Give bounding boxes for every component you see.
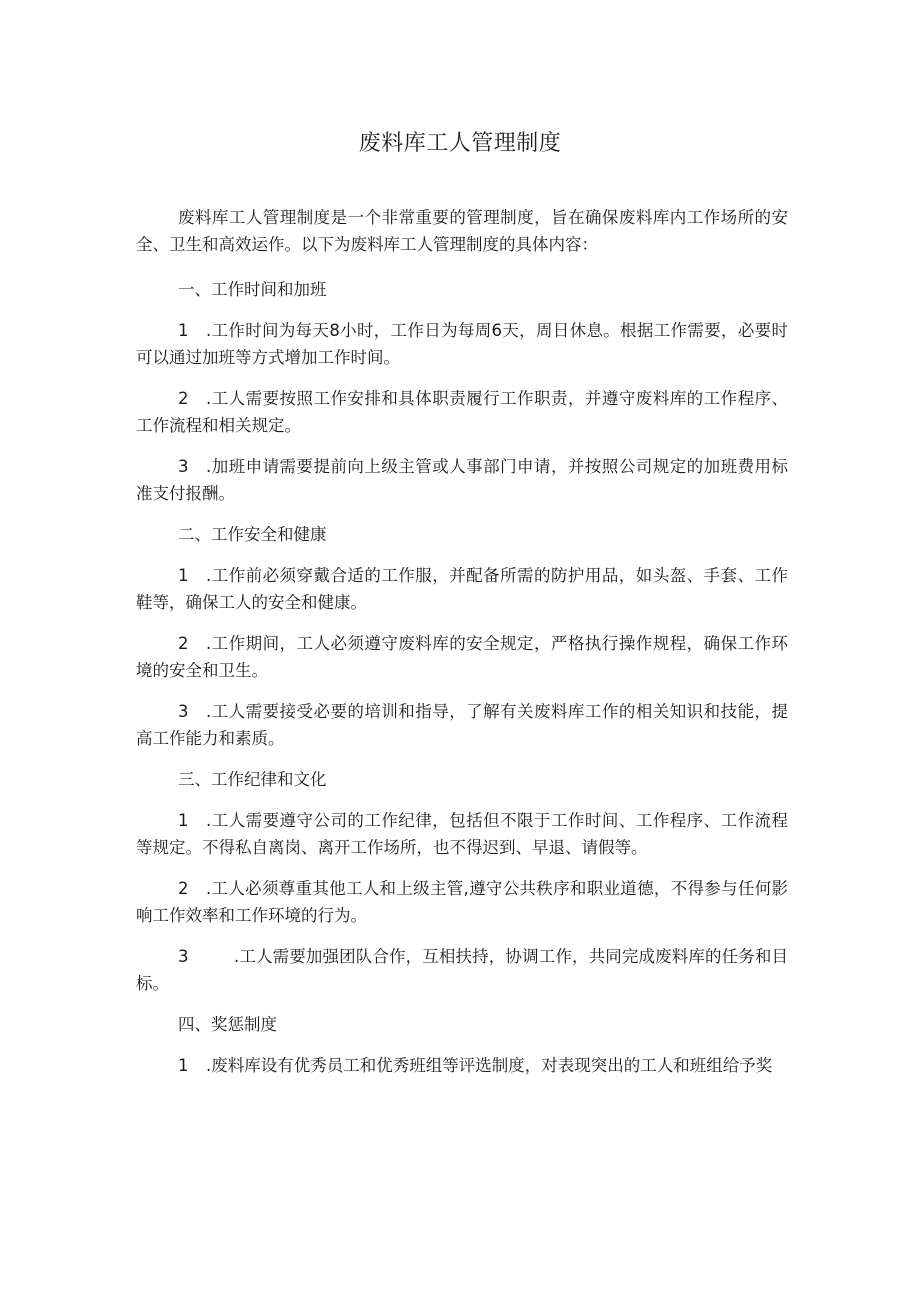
section-3-item-2	[136, 875, 788, 929]
item-text: .废料库设有优秀员工和优秀班组等评选制度，对表现突出的工人和班组给予奖	[206, 1056, 773, 1075]
section-1-item-1	[136, 317, 788, 371]
item-number: 2	[178, 879, 189, 898]
section-heading-3: 三、工作纪律和文化	[178, 770, 327, 789]
item-text: .工人需要接受必要的培训和指导，了解有关废料库工作的相关知识和技能，提高工作能力和素质。	[136, 702, 788, 748]
item-text: .工人需要按照工作安排和具体职责履行工作职责，并遵守废料库的工作程序、工作流程和相关规定。	[136, 389, 788, 435]
item-text: .加班申请需要提前向上级主管或人事部门申请，并按照公司规定的加班费用标准支付报酬。	[136, 457, 788, 503]
item-text: .工作前必须穿戴合适的工作服，并配备所需的防护用品，如头盔、手套、工作鞋等，确保工人的安全和健康。	[136, 566, 788, 612]
item-number: 3	[178, 947, 189, 966]
item-text: .工作时间为每天8小时，工作日为每周6天，周日休息。根据工作需要，必要时可以通过加班等方式增加工作时间。	[136, 321, 788, 367]
item-number: 2	[178, 634, 189, 653]
item-text: .工人需要加强团队合作，互相扶持，协调工作，共同完成废料库的任务和目标。	[136, 947, 788, 993]
section-2-item-3	[136, 698, 788, 752]
intro-paragraph: 废料库工人管理制度是一个非常重要的管理制度，旨在确保废料库内工作场所的安全、卫生和高效运作。以下为废料库工人管理制度的具体内容：	[136, 208, 788, 254]
section-4-item-1	[136, 1052, 788, 1079]
section-3-item-1	[136, 807, 788, 861]
document-title: 废料库工人管理制度	[358, 131, 562, 156]
item-number: 3	[178, 702, 189, 721]
section-3-item-3	[136, 943, 788, 997]
item-number: 2	[178, 389, 189, 408]
item-text: .工人必须尊重其他工人和上级主管,遵守公共秩序和职业道德，不得参与任何影响工作效率和工作环境的行为。	[136, 879, 788, 925]
item-number: 1	[178, 811, 189, 830]
item-number: 3	[178, 457, 189, 476]
section-2-item-2	[136, 630, 788, 684]
section-2-item-1	[136, 562, 788, 616]
document-body	[136, 204, 788, 1093]
section-heading-4: 四、奖惩制度	[178, 1015, 277, 1034]
section-1-item-3	[136, 453, 788, 507]
item-text: .工作期间，工人必须遵守废料库的安全规定，严格执行操作规程，确保工作环境的安全和卫生。	[136, 634, 788, 680]
item-number: 1	[178, 1056, 189, 1075]
item-number: 1	[178, 321, 189, 340]
item-text: .工人需要遵守公司的工作纪律，包括但不限于工作时间、工作程序、工作流程等规定。不得私自离岗、离开工作场所，也不得迟到、早退、请假等。	[136, 811, 788, 857]
section-1-item-2	[136, 385, 788, 439]
section-heading-2: 二、工作安全和健康	[178, 525, 327, 544]
section-heading-1: 一、工作时间和加班	[178, 280, 327, 299]
item-number: 1	[178, 566, 189, 585]
